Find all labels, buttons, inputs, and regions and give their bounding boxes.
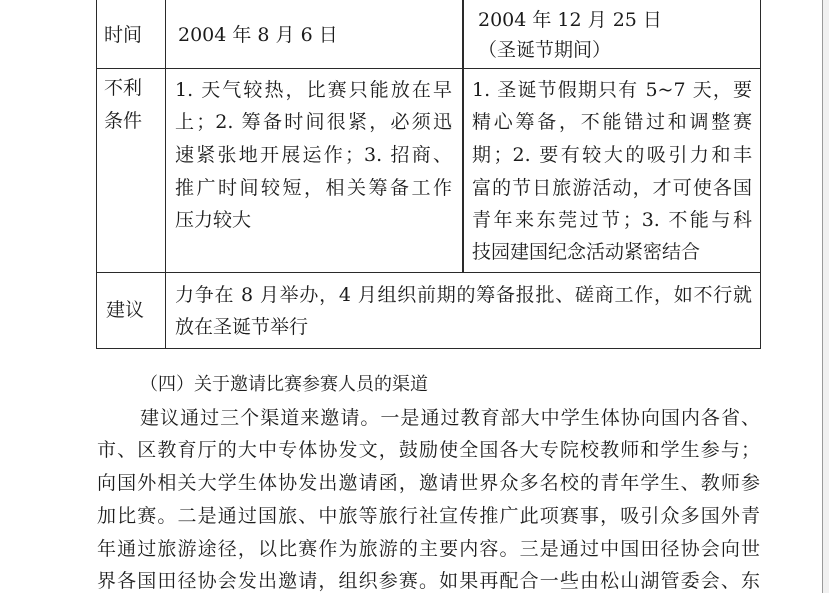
paragraph-line: 年通过旅游途径，以比赛作为旅游的主要内容。三是通过中国田径协会向世 (97, 538, 760, 560)
disadvantage-2-line: 富的节日旅游活动，才可使各国 (472, 177, 752, 199)
paragraph-line: 建议通过三个渠道来邀请。一是通过教育部大中学生体协向国内各省、 (140, 407, 760, 429)
table-right-border (760, 0, 761, 349)
row-label-suggestion: 建议 (106, 299, 145, 321)
disadvantage-1-line: 压力较大 (175, 209, 252, 231)
paragraph-line: 向国外相关大学生体协发出邀请函，邀请世界众多名校的青年学生、教师参 (97, 472, 760, 494)
disadvantage-2-line: 技园建国纪念活动紧密结合 (472, 241, 701, 263)
row-label-disadvantages-line-1: 不利 (104, 77, 143, 99)
table-left-border (96, 0, 97, 349)
table-bottom-border (96, 348, 761, 349)
disadvantage-2-line: 青年来东莞过节；3. 不能与科 (472, 209, 752, 231)
paragraph-line: 市、区教育厅的大中专体协发文，鼓励使全国各大专院校教师和学生参与； (97, 439, 760, 461)
paragraph-line: 界各国田径协会发出邀请，组织参赛。如果再配合一些由松山湖管委会、东 (97, 570, 760, 592)
time-option-2: 2004 年 12 月 25 日 (478, 9, 662, 31)
page-edge-shadow (823, 0, 829, 593)
table-row-divider-1 (96, 68, 761, 69)
disadvantage-2-line: 1. 圣诞节假期只有 5~7 天，要 (472, 79, 752, 101)
table-column-divider (462, 0, 464, 273)
time-option-2-note: （圣诞节期间） (478, 39, 612, 61)
row-label-time: 时间 (104, 24, 143, 46)
disadvantage-2-line: 期；2. 要有较大的吸引力和丰 (472, 144, 752, 166)
time-option-1: 2004 年 8 月 6 日 (178, 24, 338, 46)
section-heading: （四）关于邀请比赛参赛人员的渠道 (140, 374, 428, 395)
paragraph-line: 加比赛。二是通过国旅、中旅等旅行社宣传推广此项赛事，吸引众多国外青 (97, 505, 760, 527)
disadvantage-1-line: 速紧张地开展运作；3. 招商、 (175, 144, 452, 166)
disadvantage-1-line: 上；2. 筹备时间很紧，必须迅 (175, 111, 452, 133)
disadvantage-1-line: 推广时间较短，相关筹备工作 (175, 177, 452, 199)
suggestion-line: 放在圣诞节举行 (175, 316, 309, 338)
table-label-divider (165, 0, 166, 349)
table-row-divider-2 (96, 272, 761, 273)
row-label-disadvantages-line-2: 条件 (104, 110, 143, 132)
disadvantage-1-line: 1. 天气较热，比赛只能放在早 (175, 79, 452, 101)
disadvantage-2-line: 精心筹备，不能错过和调整赛 (472, 111, 752, 133)
suggestion-line: 力争在 8 月举办，4 月组织前期的筹备报批、磋商工作，如不行就 (175, 284, 752, 306)
